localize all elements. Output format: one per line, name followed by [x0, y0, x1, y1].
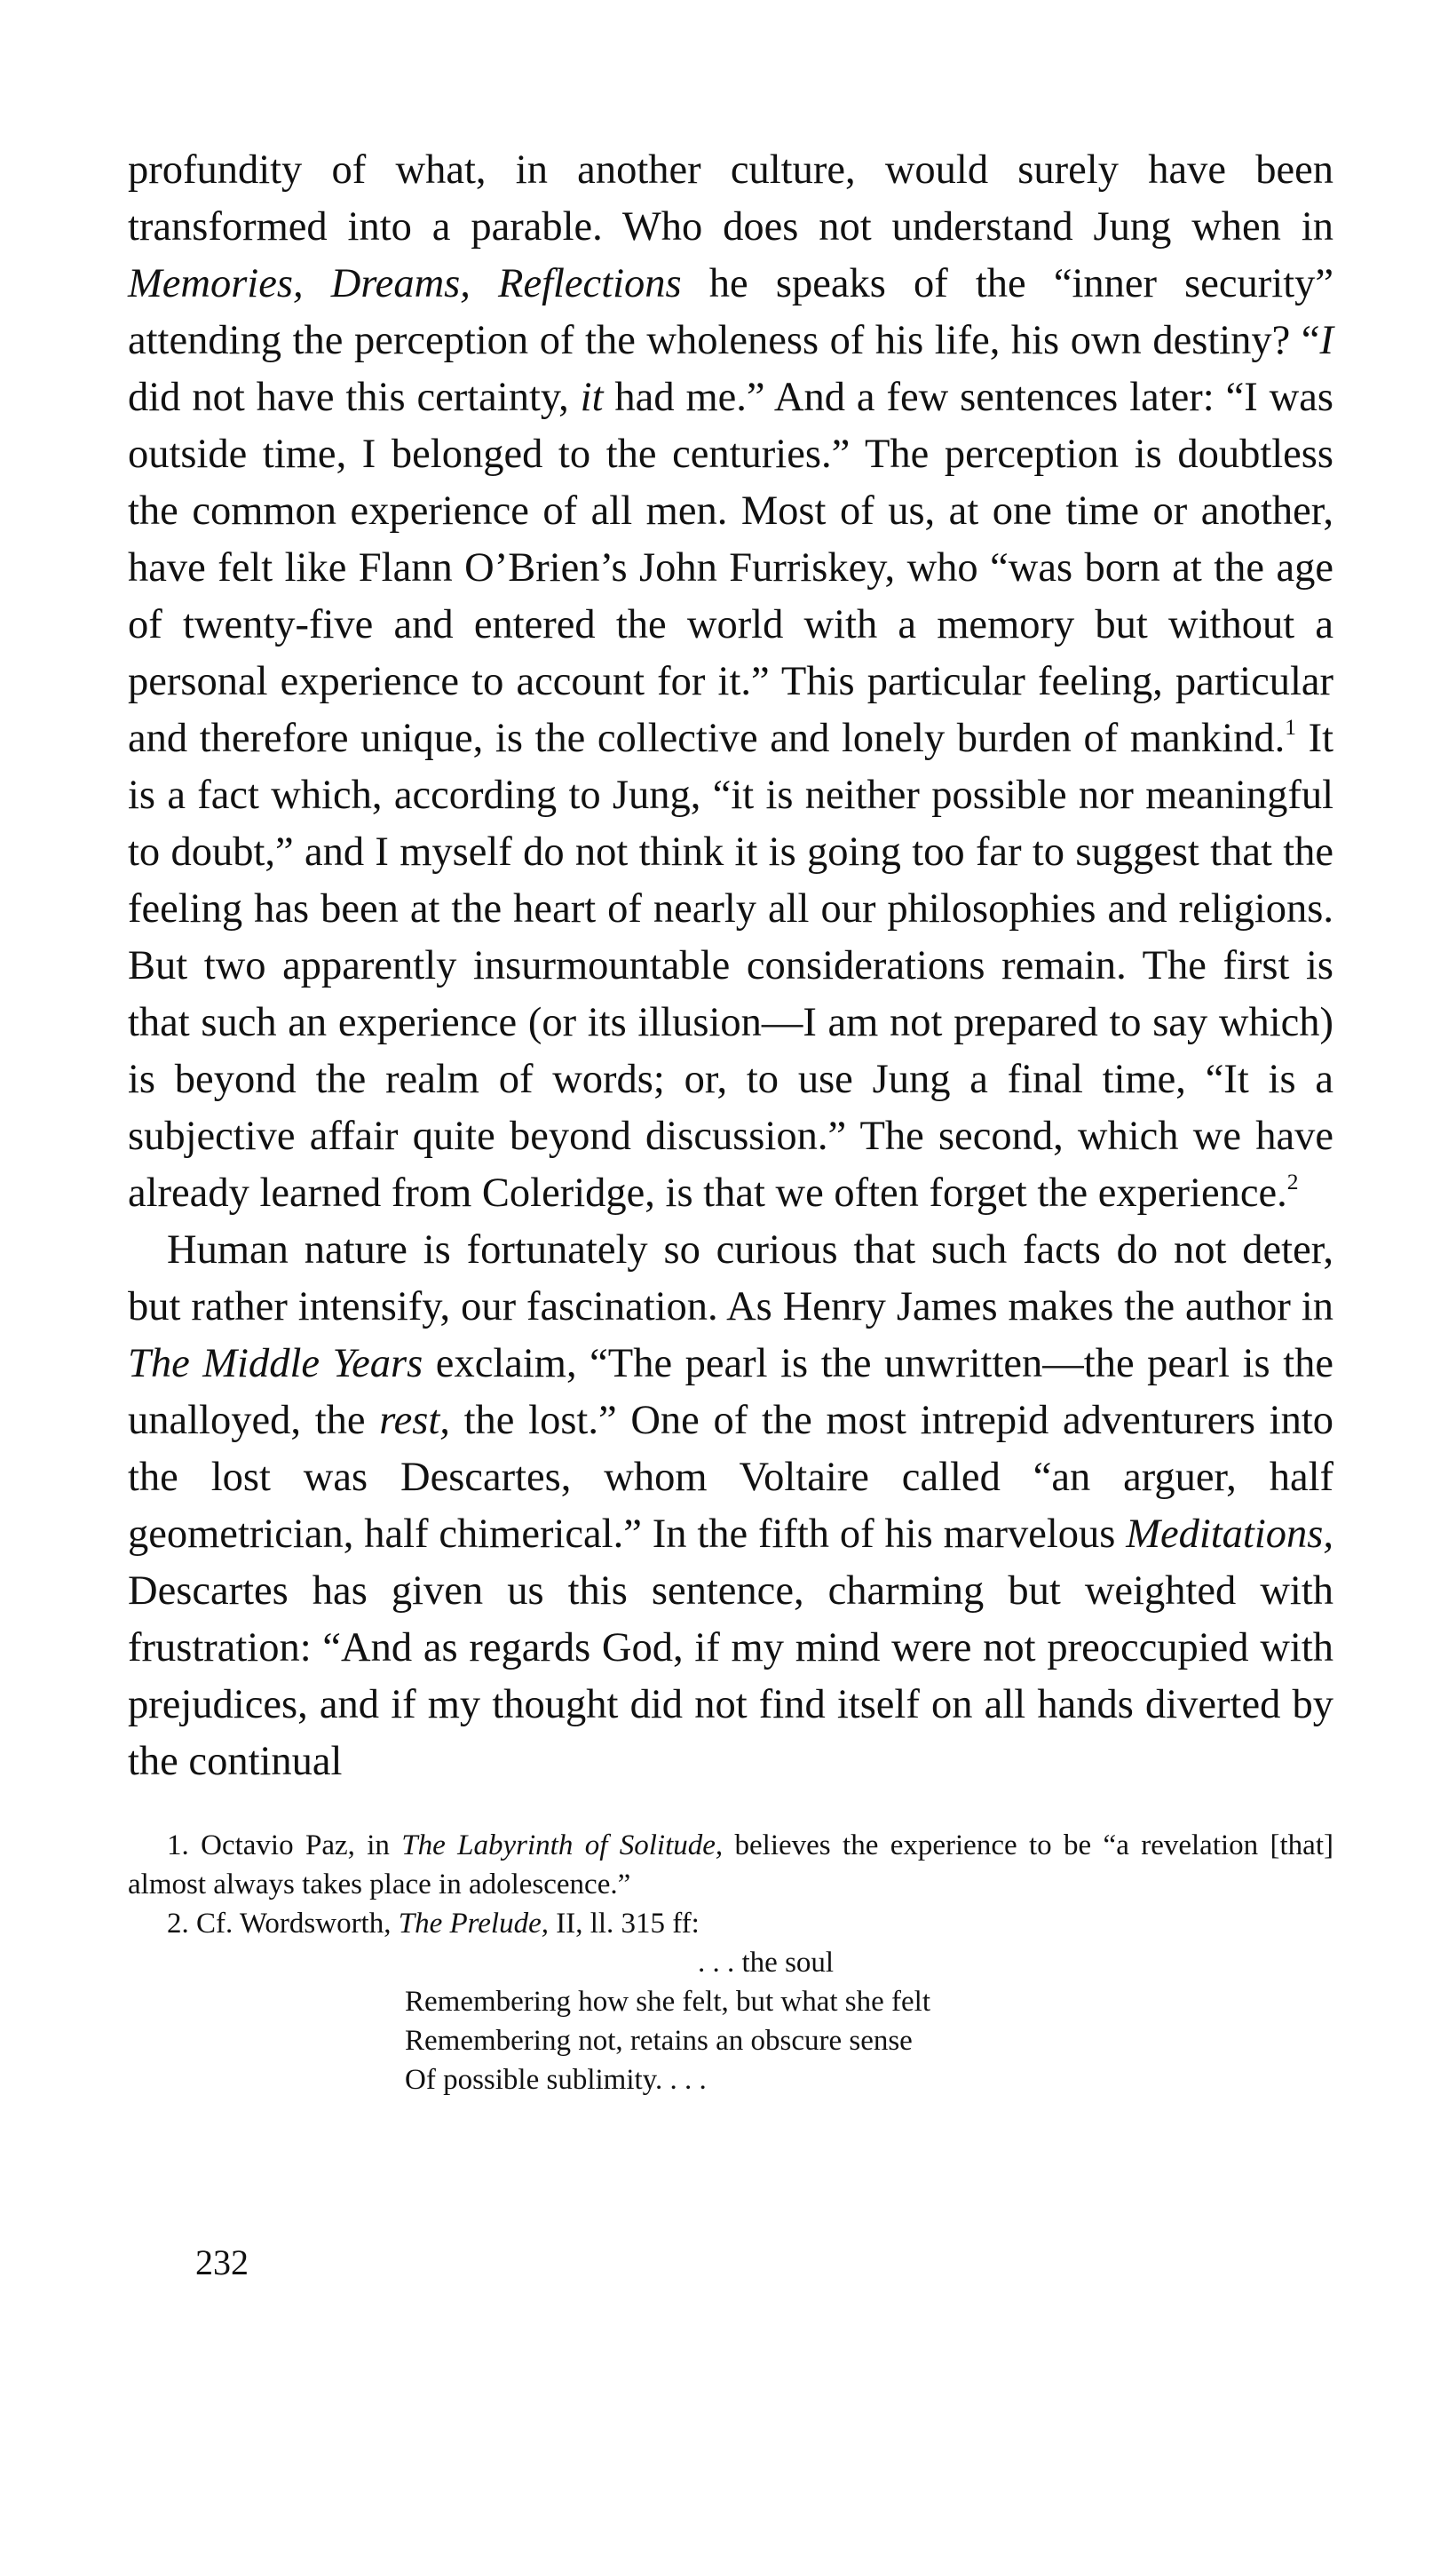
- book-title-meditations: Meditations,: [1126, 1512, 1333, 1557]
- footnote-ref-2: 2: [1286, 1168, 1299, 1194]
- text-run: the lost.” One of the most intrepid adventurers into the lost was Descartes, whom Voltaire called “an arguer, half geometrician, half chimerical.” In the fifth of his marvelous: [128, 1398, 1333, 1557]
- footnote-2: [128, 1904, 1333, 1943]
- verse-line: Remembering not, retains an obscure sense: [405, 2025, 913, 2057]
- text-run: he speaks of the “inner security” attending the perception of the wholeness of his life, his own destiny? “: [128, 261, 1333, 363]
- body-text: [128, 142, 1333, 1790]
- page-number: 232: [195, 2242, 249, 2282]
- paragraph-2: [128, 1222, 1333, 1790]
- verse-line: Remembering how she felt, but what she felt: [405, 1986, 931, 2018]
- italic-word: rest,: [379, 1398, 450, 1443]
- text-run: believes the experience to be “a revelation [that] almost always takes place in adolescence.”: [128, 1829, 1333, 1900]
- verse-line: Of possible sublimity. . . .: [405, 2064, 707, 2096]
- text-run: profundity of what, in another culture, would surely have been transformed into a parable. Who does not understand Jung when in: [128, 147, 1333, 250]
- text-run: It is a fact which, according to Jung, “it is neither possible nor meaningful to doubt,” and I myself do not think it is going too far to suggest that the feeling has been at the heart of nearly all our philosophies and religions. But two apparently insurmountable considerations remain. The first is that such an experience (or its illusion—I am not prepared to say which) is beyond the realm of words; or, to use Jung a final time, “It is a subjective affair quite beyond discussion.” The second, which we have already learned from Coleridge, is that we often forget the experience.: [128, 716, 1334, 1216]
- footnote-1: [128, 1826, 1333, 1904]
- book-title-labyrinth-of-solitude: The Labyrinth of Solitude,: [401, 1829, 724, 1861]
- text-run: did not have this certainty,: [128, 375, 581, 420]
- text-run: exclaim, “The pearl is the unwritten—the pearl is the unalloyed, the: [128, 1341, 1333, 1443]
- verse-quotation: [405, 1943, 1333, 2099]
- footnote-ref-1: 1: [1285, 713, 1296, 740]
- italic-word: it: [580, 375, 604, 420]
- text-run: II, ll. 315 ff:: [548, 1908, 700, 1940]
- text-run: 1. Octavio Paz, in: [167, 1829, 402, 1861]
- italic-word: I: [1319, 318, 1333, 363]
- book-title-the-middle-years: The Middle Years: [128, 1341, 423, 1386]
- book-title-the-prelude: The Prelude,: [398, 1908, 549, 1940]
- text-run: Human nature is fortunately so curious that such facts do not deter, but rather intensify, our fascination. As Henry James makes the author in: [128, 1227, 1333, 1329]
- book-title-memories-dreams-reflections: Memories, Dreams, Reflections: [128, 261, 682, 306]
- verse-line: . . . the soul: [698, 1947, 835, 1979]
- page-content: [128, 142, 1333, 2099]
- footnotes: [128, 1826, 1333, 2099]
- text-run: Descartes has given us this sentence, charming but weighted with frustration: “And as regards God, if my mind were not preoccupied with prejudices, and if my thought did not find itself on all hands diverted by the continual: [128, 1568, 1333, 1784]
- text-run: 2. Cf. Wordsworth,: [167, 1908, 399, 1940]
- text-run: had me.” And a few sentences later: “I was outside time, I belonged to the centuries.” The perception is doubtless the common experience of all men. Most of us, at one time or another, have felt like Flann O’Brien’s John Furriskey, who “was born at the age of twenty-five and entered the world with a memory but without a personal experience to account for it.” This particular feeling, particular and therefore unique, is the collective and lonely burden of mankind.: [128, 375, 1333, 761]
- paragraph-1: [128, 142, 1333, 1222]
